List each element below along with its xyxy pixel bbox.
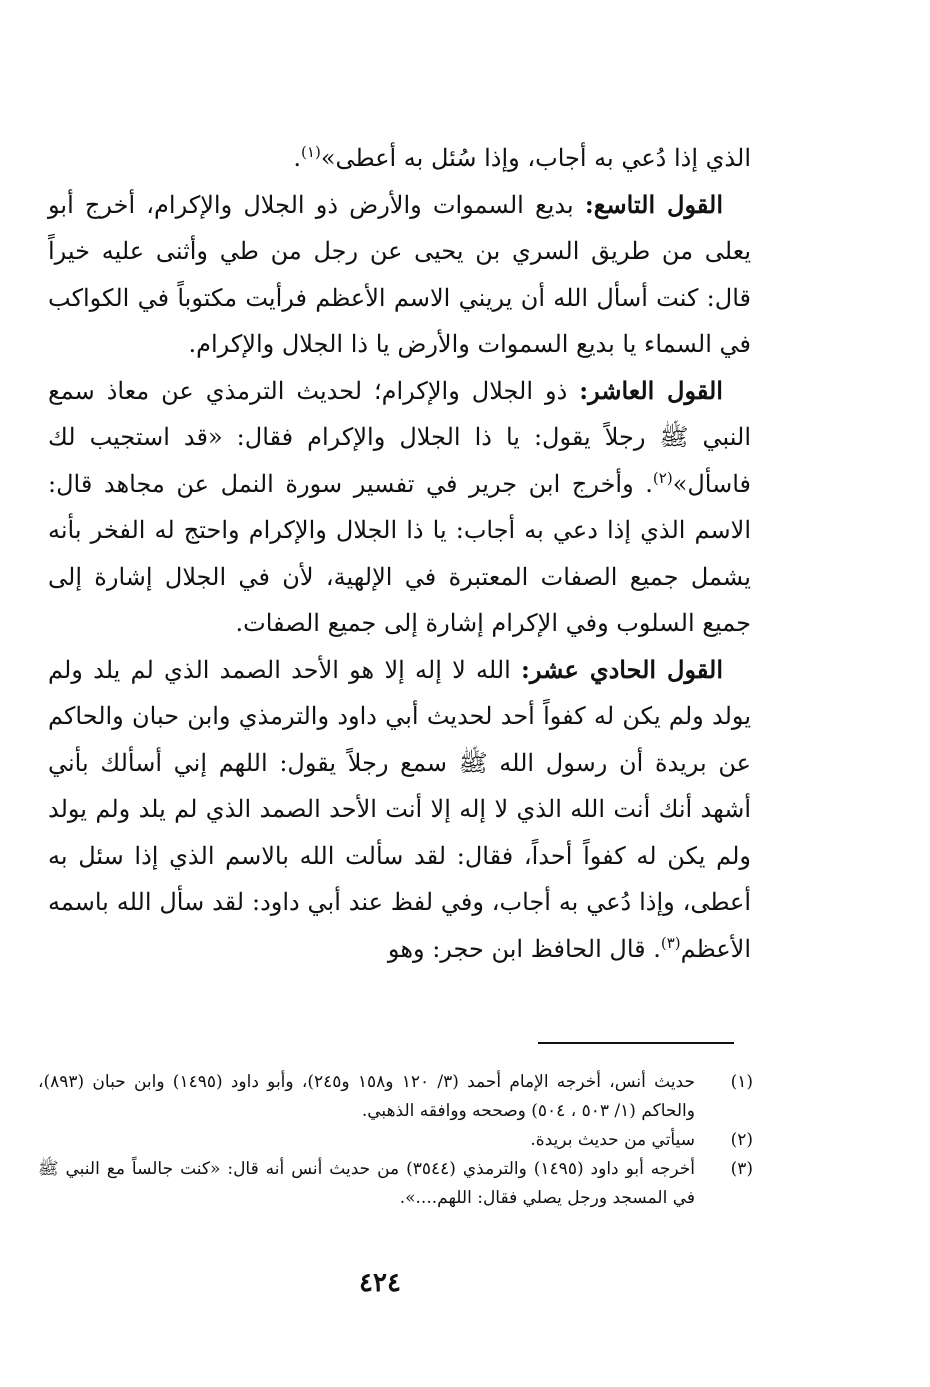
footnote-text: حديث أنس، أخرجه الإمام أحمد (٣/ ١٢٠ و١٥٨ و٢٤٥)، وأبو داود (١٤٩٥) وابن حبان (٨٩٣)، والحاكم (١/ ٥٠٣ ، ٥٠٤) وصححه ووافقه الذهبي. bbox=[38, 1072, 695, 1121]
footnote-3 bbox=[38, 1155, 753, 1213]
page-number: ٤٢٤ bbox=[359, 1268, 401, 1298]
paragraph-tenth-saying bbox=[48, 368, 751, 647]
footnote-ref-2[interactable]: (٢) bbox=[652, 468, 673, 487]
paragraph-ninth-saying bbox=[48, 182, 751, 368]
footnote-2 bbox=[38, 1126, 753, 1155]
paragraph-continuation bbox=[48, 135, 751, 182]
footnote-number: (٢) bbox=[730, 1130, 753, 1150]
footnote-number: (١) bbox=[730, 1072, 753, 1092]
footnote-text: أخرجه أبو داود (١٤٩٥) والترمذي (٣٥٤٤) من حديث أنس أنه قال: «كنت جالساً مع النبي ﷺ في المسجد ورجل يصلي فقال: اللهم....». bbox=[38, 1159, 696, 1208]
paragraph-text-continued: . وأخرج ابن جرير في تفسير سورة النمل عن مجاهد قال: الاسم الذي إذا دعي به أجاب: يا ذا الجلال والإكرام واحتج له الفخر بأنه يشمل جميع الصفات المعتبرة في الإلهية، لأن في الجلال إشارة إلى جميع السلوب وفي الإكرام إشارة إلى جميع الصفات. bbox=[48, 469, 751, 637]
footnotes bbox=[38, 1068, 753, 1213]
footnote-text: سيأتي من حديث بريدة. bbox=[530, 1130, 695, 1150]
paragraph-text: الله لا إله إلا هو الأحد الصمد الذي لم يلد ولم يولد ولم يكن له كفواً أحد لحديث أبي داود والترمذي وابن حبان والحاكم عن بريدة أن رسول الله ﷺ سمع رجلاً يقول: اللهم إني أسألك بأني أشهد أنك أنت الله الذي لا إله إلا أنت الأحد الصمد الذي لم يلد ولم يولد ولم يكن له كفواً أحداً، فقال: لقد سألت الله بالاسم الذي إذا سئل به أعطى، وإذا دُعي به أجاب، وفي لفظ عند أبي داود: لقد سأل الله باسمه الأعظم bbox=[48, 655, 751, 963]
footnote-ref-3[interactable]: (٣) bbox=[660, 933, 681, 952]
paragraph-text: ذو الجلال والإكرام؛ لحديث الترمذي عن معاذ سمع النبي ﷺ رجلاً يقول: يا ذا الجلال والإكرام فقال: «قد استجيب لك فاسأل» bbox=[48, 376, 752, 498]
paragraph-text-continued: . قال الحافظ ابن حجر: وهو bbox=[387, 934, 661, 963]
footnote-number: (٣) bbox=[730, 1159, 753, 1179]
paragraph-heading: القول التاسع: bbox=[584, 189, 723, 219]
paragraph-end: . bbox=[293, 144, 302, 172]
footnote-ref-1[interactable]: (١) bbox=[301, 143, 321, 161]
footnote-divider bbox=[538, 1042, 734, 1044]
footnote-1 bbox=[38, 1068, 753, 1126]
paragraph-heading: القول العاشر: bbox=[579, 375, 723, 405]
paragraph-text: الذي إذا دُعي به أجاب، وإذا سُئل به أعطى» bbox=[320, 144, 751, 172]
main-text bbox=[48, 135, 751, 972]
paragraph-text: بديع السموات والأرض ذو الجلال والإكرام، أخرج أبو يعلى من طريق السري بن يحيى عن رجل من طي وأثنى عليه خيراً قال: كنت أسأل الله أن يريني الاسم الأعظم فرأيت مكتوباً في الكواكب في السماء يا بديع السموات والأرض يا ذا الجلال والإكرام. bbox=[48, 190, 751, 358]
paragraph-eleventh-saying bbox=[48, 647, 751, 973]
paragraph-heading: القول الحادي عشر: bbox=[521, 654, 723, 684]
